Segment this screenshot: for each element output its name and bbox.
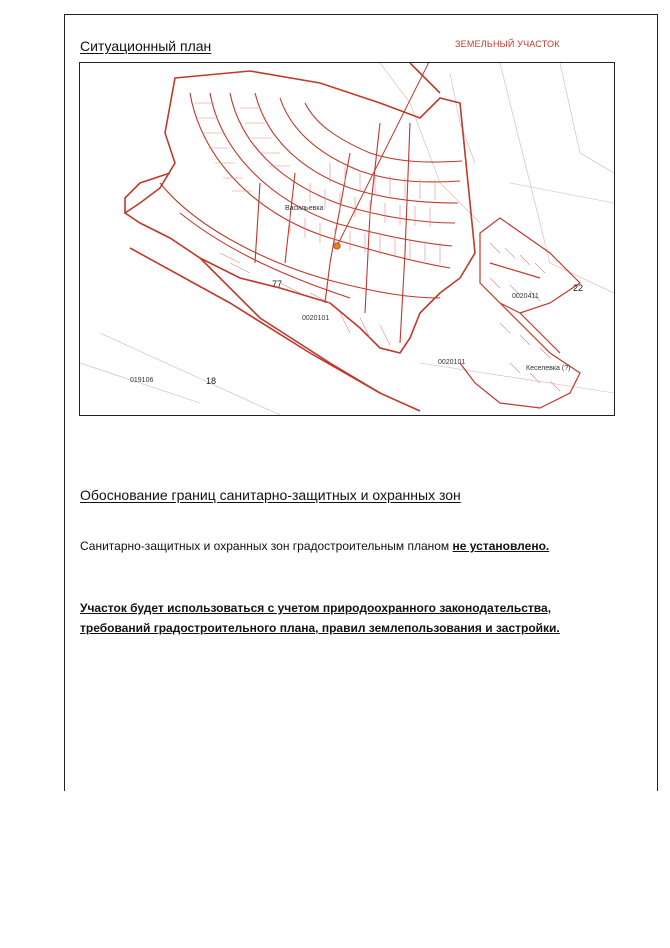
situation-map	[79, 62, 615, 416]
parcel-hatching	[195, 103, 440, 345]
map-label-code-left: 019106	[130, 377, 154, 384]
zones-title: Обоснование границ санитарно-защитных и охранных зон	[80, 487, 461, 503]
usage-conditions-line-1: Участок будет использоваться с учетом природоохранного законодательства,	[80, 601, 552, 615]
map-label-code-bottom: 0020101	[438, 359, 466, 366]
usage-conditions-line-2: требований градостроительного плана, правил землепользования и застройки.	[80, 621, 560, 635]
land-plot-callout-label: ЗЕМЕЛЬНЫЙ УЧАСТОК	[455, 39, 560, 49]
map-label-settlement-right: Кеселевка (?)	[526, 365, 571, 372]
zones-statement-text: Санитарно-защитных и охранных зон градостроительным планом	[80, 539, 450, 553]
zones-statement-emphasis: не установлено.	[452, 539, 550, 553]
zones-heading	[80, 487, 461, 503]
situation-plan-heading	[80, 38, 211, 54]
settlement-outline	[125, 63, 475, 411]
map-label-22: 22	[573, 283, 584, 293]
situation-plan-title: Ситуационный план	[80, 38, 212, 54]
street-grid	[160, 93, 462, 343]
map-label-code-mid: 0020101	[302, 315, 330, 322]
callout-leader-line	[337, 63, 436, 246]
zones-statement	[80, 539, 549, 553]
map-label-18: 18	[206, 376, 217, 386]
map-drawing	[80, 63, 614, 415]
map-label-settlement-top: Васильевка	[285, 205, 324, 212]
right-settlement	[460, 218, 580, 408]
map-label-77: 77	[272, 279, 283, 289]
map-label-code-right: 0020411	[512, 293, 539, 300]
land-plot-marker	[334, 243, 340, 249]
